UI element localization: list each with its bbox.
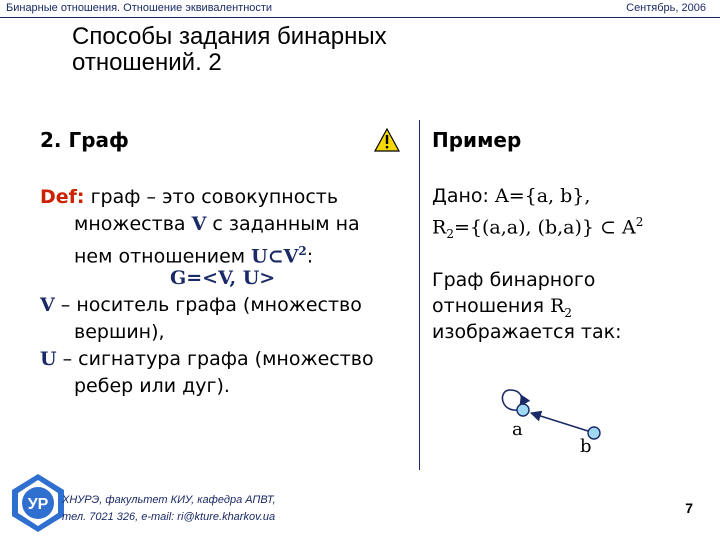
node-a-label: a <box>512 419 523 440</box>
given-label: Дано: <box>432 185 495 207</box>
def-v-symbol: V <box>191 213 207 235</box>
node-a <box>517 404 529 416</box>
edge-b-a <box>531 413 588 431</box>
desc2-subscript: 2 <box>564 305 573 320</box>
graph-formula <box>170 265 275 292</box>
slide-title-line1: Способы задания бинарных <box>72 23 387 50</box>
header-date: Сентябрь, 2006 <box>626 2 706 14</box>
relation-r: R <box>432 216 447 239</box>
v-text: – носитель графа (множество <box>54 294 362 316</box>
def-line3a: нем отношением <box>74 245 252 268</box>
footer-contact <box>62 492 276 526</box>
v-line-1 <box>40 292 362 319</box>
relation-line <box>432 210 643 247</box>
def-v2-symbol: V <box>283 245 299 268</box>
desc-line-3: изображается так: <box>432 321 622 343</box>
section-heading-example: Пример <box>432 128 522 152</box>
v-line-2: вершин), <box>74 321 165 343</box>
def-superscript: 2 <box>298 244 307 258</box>
warning-icon <box>374 127 400 153</box>
relation-graph <box>480 370 620 470</box>
header-divider <box>0 17 720 18</box>
desc-line-1: Граф бинарного <box>432 269 596 291</box>
u-label: U <box>40 348 57 370</box>
slide-title-line2: отношений. 2 <box>72 49 222 76</box>
def-text: граф – это совокупность <box>84 186 339 208</box>
def-subset-symbol: ⊂ <box>267 245 284 268</box>
u-line-1 <box>40 346 374 373</box>
section-heading-graph: 2. Граф <box>40 128 129 152</box>
desc2-r: R <box>550 295 565 317</box>
given-line <box>432 184 590 209</box>
def-line-1 <box>40 184 338 211</box>
node-b-label: b <box>580 436 592 457</box>
def-label: Def: <box>40 186 85 208</box>
header-course-title: Бинарные отношения. Отношение эквивалентности <box>6 2 273 14</box>
footer-line2: тел. 7021 326, e-mail: ri@kture.kharkov.ua <box>62 511 276 523</box>
def-line-2 <box>40 211 360 238</box>
u-text: – сигнатура графа (множество <box>56 348 374 370</box>
def-u-symbol: U <box>251 245 268 268</box>
def-line2a: множества <box>74 213 192 235</box>
column-divider <box>419 120 420 470</box>
desc2-text: отношения <box>432 295 551 317</box>
logo-text: УР <box>27 496 49 513</box>
relation-superscript: 2 <box>635 215 644 229</box>
given-set: A={a, b}, <box>494 185 591 207</box>
u-line-2: ребер или дуг). <box>74 375 230 397</box>
slide-title <box>72 24 387 76</box>
footer-line1: ХНУРЭ, факультет КИУ, кафедра АПВТ, <box>62 494 276 506</box>
university-logo <box>10 472 66 534</box>
v-label: V <box>40 294 55 316</box>
relation-subscript: 2 <box>446 227 454 242</box>
relation-set: ={(a,a), (b,a)} ⊂ A <box>453 216 636 239</box>
def-colon: : <box>306 245 314 268</box>
def-line2b: с заданным на <box>206 213 360 235</box>
page-number: 7 <box>685 500 693 516</box>
formula-text: G=<V, U> <box>170 267 276 289</box>
